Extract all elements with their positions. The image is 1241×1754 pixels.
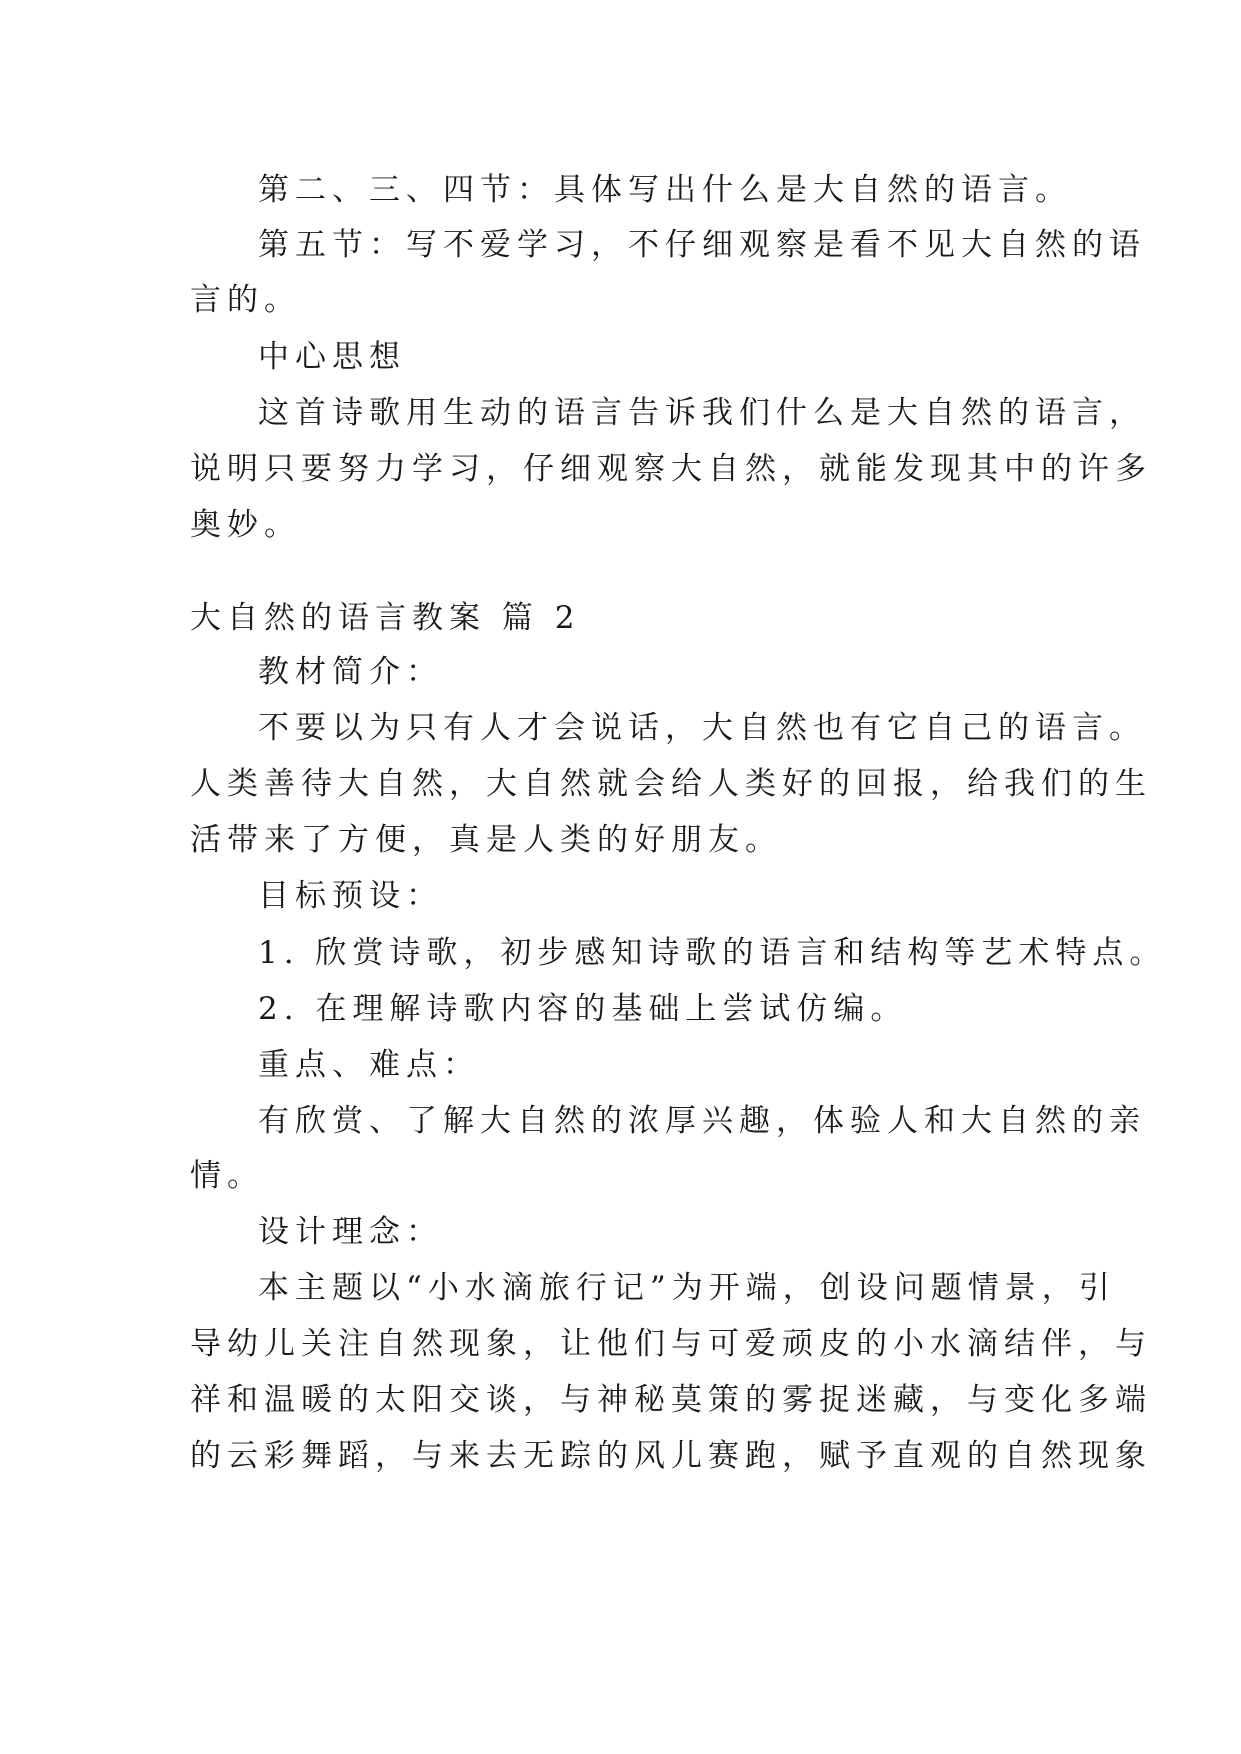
section-heading: 设计理念： xyxy=(258,1214,443,1250)
paragraph-line: 的云彩舞蹈，与来去无踪的风儿赛跑，赋予直观的自然现象 xyxy=(190,1438,1152,1474)
section-heading: 重点、难点： xyxy=(258,1047,480,1083)
paragraph-line: 本主题以“小水滴旅行记”为开端，创设问题情景，引 xyxy=(258,1270,1116,1306)
list-item: 1. 欣赏诗歌，初步感知诗歌的语言和结构等艺术特点。 xyxy=(258,935,1167,971)
section-heading: 教材简介： xyxy=(258,654,443,690)
paragraph-line: 言的。 xyxy=(190,282,301,318)
paragraph-line: 人类善待大自然，大自然就会给人类好的回报，给我们的生 xyxy=(190,766,1152,802)
paragraph-line: 第五节：写不爱学习，不仔细观察是看不见大自然的语 xyxy=(258,227,1146,263)
document-title: 大自然的语言教案 篇 2 xyxy=(190,600,581,636)
paragraph-line: 活带来了方便，真是人类的好朋友。 xyxy=(190,822,782,858)
section-heading: 目标预设： xyxy=(258,878,443,914)
paragraph-line: 奥妙。 xyxy=(190,507,301,543)
paragraph-line: 不要以为只有人才会说话，大自然也有它自己的语言。 xyxy=(258,710,1146,746)
paragraph-line: 导幼儿关注自然现象，让他们与可爱顽皮的小水滴结伴，与 xyxy=(190,1326,1152,1362)
paragraph-line: 情。 xyxy=(190,1158,264,1194)
paragraph-line: 这首诗歌用生动的语言告诉我们什么是大自然的语言， xyxy=(258,395,1146,431)
paragraph-line: 第二、三、四节：具体写出什么是大自然的语言。 xyxy=(258,172,1072,208)
paragraph-line: 有欣赏、了解大自然的浓厚兴趣，体验人和大自然的亲 xyxy=(258,1103,1146,1139)
paragraph-line: 说明只要努力学习，仔细观察大自然，就能发现其中的许多 xyxy=(190,451,1152,487)
paragraph-line: 祥和温暖的太阳交谈，与神秘莫策的雾捉迷藏，与变化多端 xyxy=(190,1382,1152,1418)
list-item: 2. 在理解诗歌内容的基础上尝试仿编。 xyxy=(258,991,908,1027)
section-heading: 中心思想 xyxy=(258,339,406,375)
